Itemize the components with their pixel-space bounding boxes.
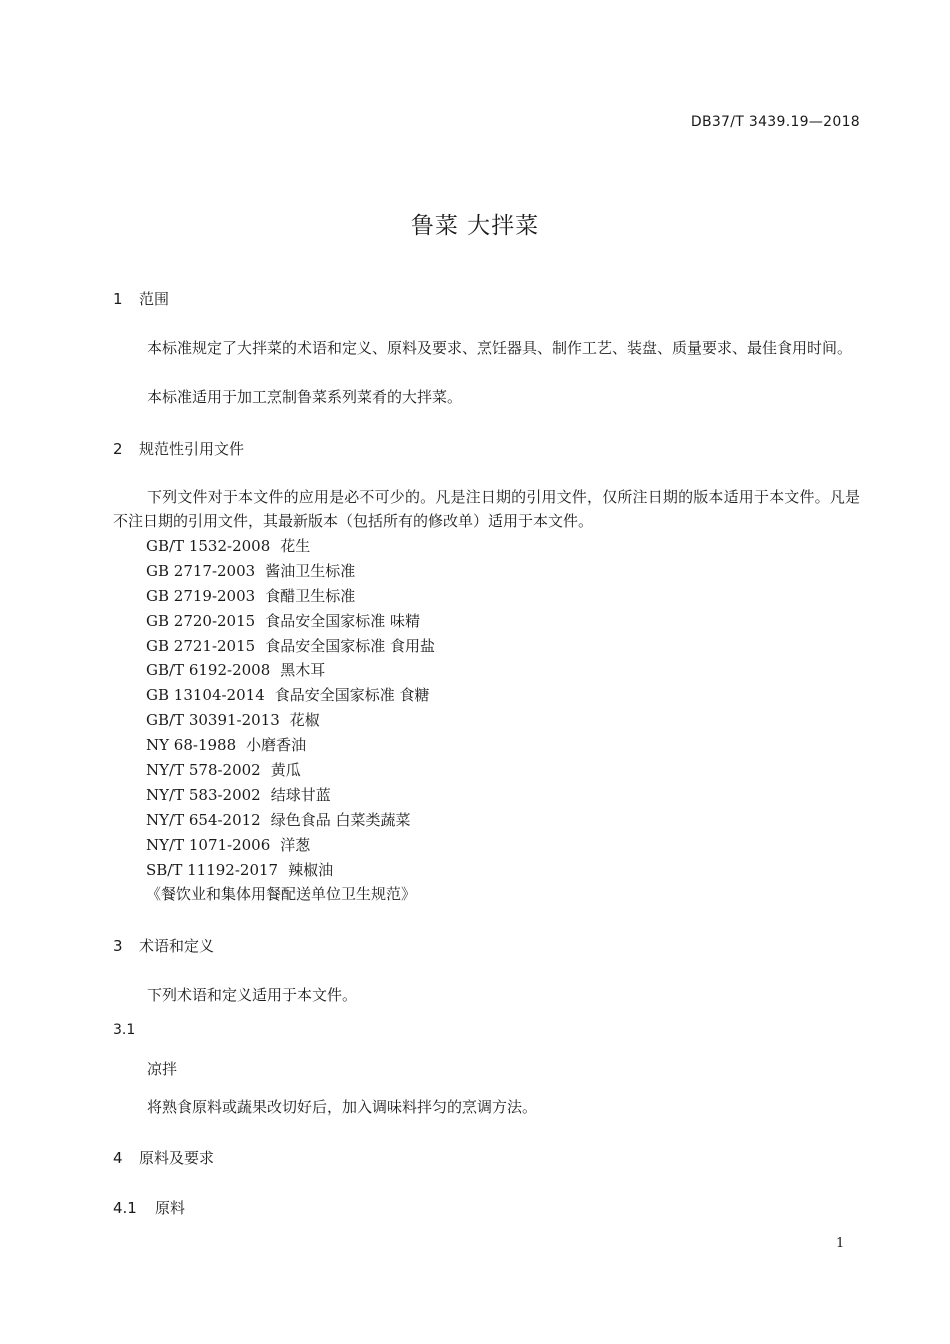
section-heading-materials xyxy=(113,1147,214,1168)
term-number: 3.1 xyxy=(113,1022,136,1038)
reference-item: GB 2717-2003 酱油卫生标准 xyxy=(146,561,356,580)
reference-item: NY/T 1071-2006 洋葱 xyxy=(146,835,311,854)
document-code: DB37/T 3439.19—2018 xyxy=(690,114,860,130)
reference-item: SB/T 11192-2017 辣椒油 xyxy=(146,860,334,879)
reference-list xyxy=(146,534,435,907)
section-number: 4 xyxy=(113,1149,123,1167)
section-title: 原料及要求 xyxy=(139,1149,215,1167)
scope-paragraph-1: 本标准规定了大拌菜的术语和定义、原料及要求、烹饪器具、制作工艺、装盘、质量要求、最佳食用时间。 xyxy=(147,339,853,357)
section-number: 1 xyxy=(113,290,123,308)
section-title: 术语和定义 xyxy=(139,937,215,955)
reference-item: NY 68-1988 小磨香油 xyxy=(146,736,307,755)
reference-item: NY/T 654-2012 绿色食品 白菜类蔬菜 xyxy=(146,810,411,829)
reference-item: GB/T 6192-2008 黑木耳 xyxy=(146,661,326,680)
term-name: 凉拌 xyxy=(147,1060,178,1078)
reference-item: GB 2719-2003 食醋卫生标准 xyxy=(146,586,356,605)
reference-item: NY/T 583-2002 结球甘蓝 xyxy=(146,785,331,804)
subsection-number: 4.1 xyxy=(113,1199,137,1217)
subsection-title: 原料 xyxy=(155,1199,186,1217)
scope-paragraph-2: 本标准适用于加工烹制鲁菜系列菜肴的大拌菜。 xyxy=(147,388,463,406)
reference-item: NY/T 578-2002 黄瓜 xyxy=(146,761,301,780)
reference-item: GB 2720-2015 食品安全国家标准 味精 xyxy=(146,611,420,630)
page-number: 1 xyxy=(836,1236,845,1251)
term-definition: 将熟食原料或蔬果改切好后，加入调味料拌匀的烹调方法。 xyxy=(147,1098,538,1116)
reference-item: GB/T 1532-2008 花生 xyxy=(146,537,311,555)
reference-item: GB/T 30391-2013 花椒 xyxy=(146,711,320,730)
section-number: 2 xyxy=(113,440,123,458)
subsection-heading-raw-materials xyxy=(113,1197,185,1218)
section-heading-normative xyxy=(113,438,244,459)
normative-intro: 下列文件对于本文件的应用是必不可少的。凡是注日期的引用文件，仅所注日期的版本适用于本文件。凡是不注日期的引用文件，其最新版本（包括所有的修改单）适用于本文件。 xyxy=(113,488,860,530)
section-heading-terms xyxy=(113,935,214,956)
terms-intro: 下列术语和定义适用于本文件。 xyxy=(147,986,358,1004)
reference-item: GB 2721-2015 食品安全国家标准 食用盐 xyxy=(146,636,435,655)
section-number: 3 xyxy=(113,937,123,955)
document-title: 鲁菜 大拌菜 xyxy=(410,213,540,239)
reference-item: GB 13104-2014 食品安全国家标准 食糖 xyxy=(146,686,430,705)
reference-item: 《餐饮业和集体用餐配送单位卫生规范》 xyxy=(146,885,417,904)
section-heading-scope xyxy=(113,288,169,309)
section-title: 范围 xyxy=(139,290,170,308)
section-title: 规范性引用文件 xyxy=(139,440,245,458)
